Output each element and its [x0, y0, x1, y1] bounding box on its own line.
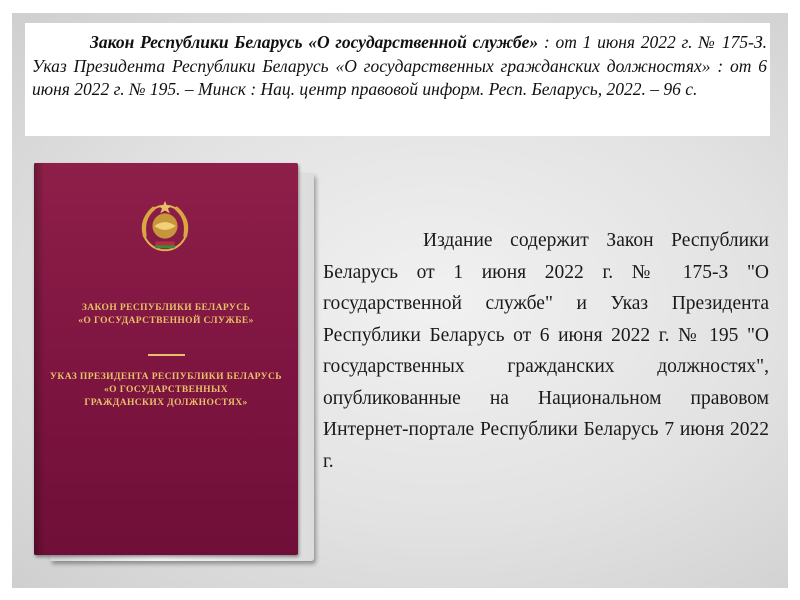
cover-title-decree-line1: УКАЗ ПРЕЗИДЕНТА РЕСПУБЛИКИ БЕЛАРУСЬ	[50, 372, 282, 382]
cover-title-decree-line2: «О ГОСУДАРСТВЕННЫХ	[104, 385, 228, 395]
cover-title-law-line1: ЗАКОН РЕСПУБЛИКИ БЕЛАРУСЬ	[81, 303, 251, 313]
citation-title: Закон Республики Беларусь «О государственной службе»	[90, 32, 539, 52]
description-text: Издание содержит Закон Республики Беларусь от 1 июня 2022 г. № 175-З "О государственной службе" и Указ Президента Республики Беларусь от 6 июня 2022 г. № 195 "О государственных гражданских должностях", опубликованные на Национальном правовом Интернет-портале Республики Беларусь 7 июня 2022 г.	[323, 230, 769, 472]
cover-divider	[148, 354, 185, 356]
citation-details: : от 1 июня 2022 г. № 175-З. Указ Президента Республики Беларусь «О государственных гражданских должностях» : от 6 июня 2022 г. № 195. – Минск : Нац. центр правовой информ. Респ. Беларусь, 2022. – 96 с.	[32, 32, 767, 99]
cover-title-decree	[48, 371, 284, 410]
bibliographic-citation	[32, 31, 767, 102]
cover-title-law	[48, 302, 284, 328]
book-cover	[34, 163, 298, 555]
coat-of-arms-icon	[136, 197, 194, 255]
cover-title-law-line2: «О ГОСУДАРСТВЕННОЙ СЛУЖБЕ»	[78, 316, 254, 326]
cover-title-decree-line3: ГРАЖДАНСКИХ ДОЛЖНОСТЯХ»	[84, 398, 248, 408]
book-image	[34, 163, 318, 568]
